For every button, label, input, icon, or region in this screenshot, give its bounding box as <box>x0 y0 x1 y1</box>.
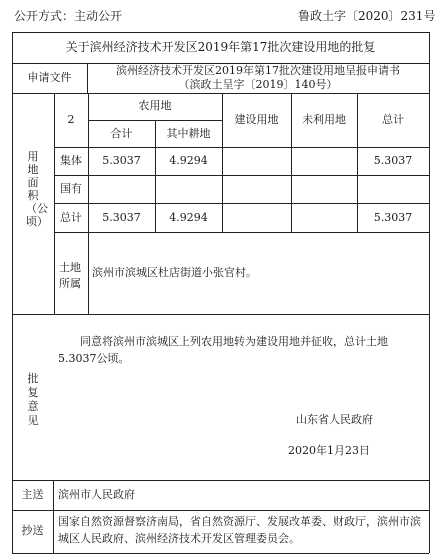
table-corner-number: 2 <box>67 113 75 126</box>
land-location-label: 土地所属 <box>59 261 81 290</box>
collective-grand-total: 5.3037 <box>373 154 413 167</box>
document-number: 鲁政土字〔2020〕231号 <box>298 9 436 23</box>
cc-label: 抄送 <box>21 524 44 537</box>
total-farmland-total: 5.3037 <box>102 211 141 224</box>
approval-text: 同意将滨州市滨城区上列农用地转为建设用地并征收，总计土地5.3037公顷。 <box>58 335 388 365</box>
send-to-value: 滨州市人民政府 <box>58 488 135 501</box>
disclosure-mode: 公开方式：主动公开 <box>14 9 123 23</box>
application-label: 申请文件 <box>27 71 72 84</box>
farmland-total-header: 合计 <box>110 127 133 140</box>
total-arable: 4.9294 <box>169 211 208 224</box>
construction-land-header: 建设用地 <box>234 113 279 126</box>
cc-value: 国家自然资源督察济南局，省自然资源厅、发展改革委、财政厅，滨州市滨城区人民政府、滨州经济技术开发区管理委员会。 <box>58 515 421 545</box>
arable-header: 其中耕地 <box>166 127 211 140</box>
total-grand-total: 5.3037 <box>373 211 413 224</box>
grand-total-header: 总计 <box>382 113 404 126</box>
approval-label: 批复意见 <box>27 372 39 427</box>
approval-date: 2020年1月23日 <box>288 444 370 457</box>
collective-farmland-total: 5.3037 <box>102 154 141 167</box>
row-label-total: 总计 <box>60 211 82 224</box>
unused-land-header: 未利用地 <box>302 113 346 126</box>
farmland-header: 农用地 <box>138 99 172 112</box>
land-area-side-label: 用地面积（公顷） <box>26 150 48 228</box>
collective-arable: 4.9294 <box>169 154 208 167</box>
row-label-collective: 集体 <box>60 154 82 167</box>
application-line-2: （滨政土呈字〔2019〕140号） <box>178 78 338 91</box>
application-line-1: 滨州经济技术开发区2019年第17批次建设用地呈报申请书 <box>116 64 400 77</box>
send-to-label: 主送 <box>21 488 44 501</box>
row-label-state-owned: 国有 <box>60 182 82 195</box>
document-title: 关于滨州经济技术开发区2019年第17批次建设用地的批复 <box>65 40 376 54</box>
land-location-value: 滨州市滨城区杜店街道小张官村。 <box>92 266 257 279</box>
approval-issuer: 山东省人民政府 <box>296 413 373 426</box>
